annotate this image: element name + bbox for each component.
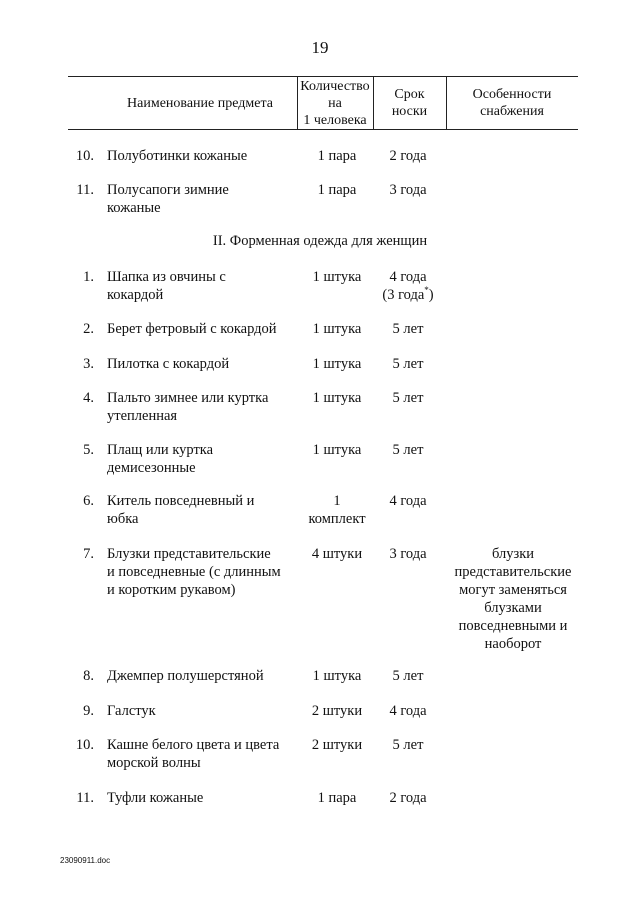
item-quantity: 2 штуки bbox=[311, 737, 363, 753]
header-term: Срок носки bbox=[391, 87, 428, 119]
item-quantity: 1 пара bbox=[317, 790, 357, 806]
row-number: 4. bbox=[83, 390, 94, 406]
item-quantity: 1 пара bbox=[317, 182, 357, 198]
section-heading: II. Форменная одежда для женщин bbox=[212, 233, 428, 249]
item-name: Берет фетровый с кокардой bbox=[107, 321, 277, 337]
row-number: 2. bbox=[83, 321, 94, 337]
item-quantity: 1 штука bbox=[312, 442, 362, 458]
row-number: 10. bbox=[75, 148, 94, 164]
item-quantity: 1 пара bbox=[317, 148, 357, 164]
table-header-bottom-rule bbox=[68, 129, 578, 130]
row-number: 5. bbox=[83, 442, 94, 458]
footer-filename: 23090911.doc bbox=[60, 856, 111, 865]
item-quantity: 1 штука bbox=[312, 321, 362, 337]
item-quantity: 1 штука bbox=[312, 390, 362, 406]
table-header-top-rule bbox=[68, 76, 578, 77]
header-notes: Особенности снабжения bbox=[472, 87, 552, 119]
item-quantity: 1 штука bbox=[312, 356, 362, 372]
page-number: 19 bbox=[311, 38, 329, 57]
row-number: 8. bbox=[83, 668, 94, 684]
item-name: Плащ или куртка демисезонные bbox=[107, 442, 214, 476]
row-number: 7. bbox=[83, 546, 94, 562]
item-term: 5 лет bbox=[392, 442, 424, 458]
item-name: Пальто зимнее или куртка утепленная bbox=[107, 390, 269, 424]
item-term: 3 года bbox=[389, 182, 427, 198]
row-number: 1. bbox=[83, 269, 94, 285]
item-term: 2 года bbox=[389, 790, 427, 806]
item-term: 5 лет bbox=[392, 321, 424, 337]
header-qty: Количество на 1 человека bbox=[300, 79, 370, 128]
item-quantity: 2 штуки bbox=[311, 703, 363, 719]
item-quantity: 4 штуки bbox=[311, 546, 363, 562]
item-term: 4 года bbox=[389, 493, 427, 509]
item-name: Пилотка с кокардой bbox=[107, 356, 230, 372]
item-name: Полуботинки кожаные bbox=[107, 148, 248, 164]
item-term: 5 лет bbox=[392, 668, 424, 684]
row-number: 3. bbox=[83, 356, 94, 372]
item-name: Галстук bbox=[107, 703, 156, 719]
item-name: Полусапоги зимние кожаные bbox=[107, 182, 229, 216]
item-term: 5 лет bbox=[392, 356, 424, 372]
item-name: Блузки представительские и повседневные (с длинным и коротким рукавом) bbox=[107, 546, 281, 598]
item-term: 2 года bbox=[389, 148, 427, 164]
item-quantity: 1 комплект bbox=[308, 493, 366, 527]
item-term: 5 лет bbox=[392, 390, 424, 406]
item-term: 4 года (3 года*) bbox=[382, 269, 434, 303]
item-term: 3 года bbox=[389, 546, 427, 562]
item-note: блузки представительские могут заменяться блузками повседневными и наоборот bbox=[454, 546, 572, 652]
row-number: 10. bbox=[75, 737, 94, 753]
item-term: 4 года bbox=[389, 703, 427, 719]
header-name: Наименование предмета bbox=[127, 96, 273, 111]
row-number: 11. bbox=[76, 182, 94, 198]
item-quantity: 1 штука bbox=[312, 668, 362, 684]
row-number: 9. bbox=[83, 703, 94, 719]
item-name: Кашне белого цвета и цвета морской волны bbox=[107, 737, 280, 771]
item-name: Шапка из овчины с кокардой bbox=[107, 269, 226, 303]
row-number: 11. bbox=[76, 790, 94, 806]
item-quantity: 1 штука bbox=[312, 269, 362, 285]
row-number: 6. bbox=[83, 493, 94, 509]
item-name: Джемпер полушерстяной bbox=[107, 668, 264, 684]
item-term: 5 лет bbox=[392, 737, 424, 753]
item-name: Китель повседневный и юбка bbox=[107, 493, 255, 527]
item-name: Туфли кожаные bbox=[107, 790, 204, 806]
